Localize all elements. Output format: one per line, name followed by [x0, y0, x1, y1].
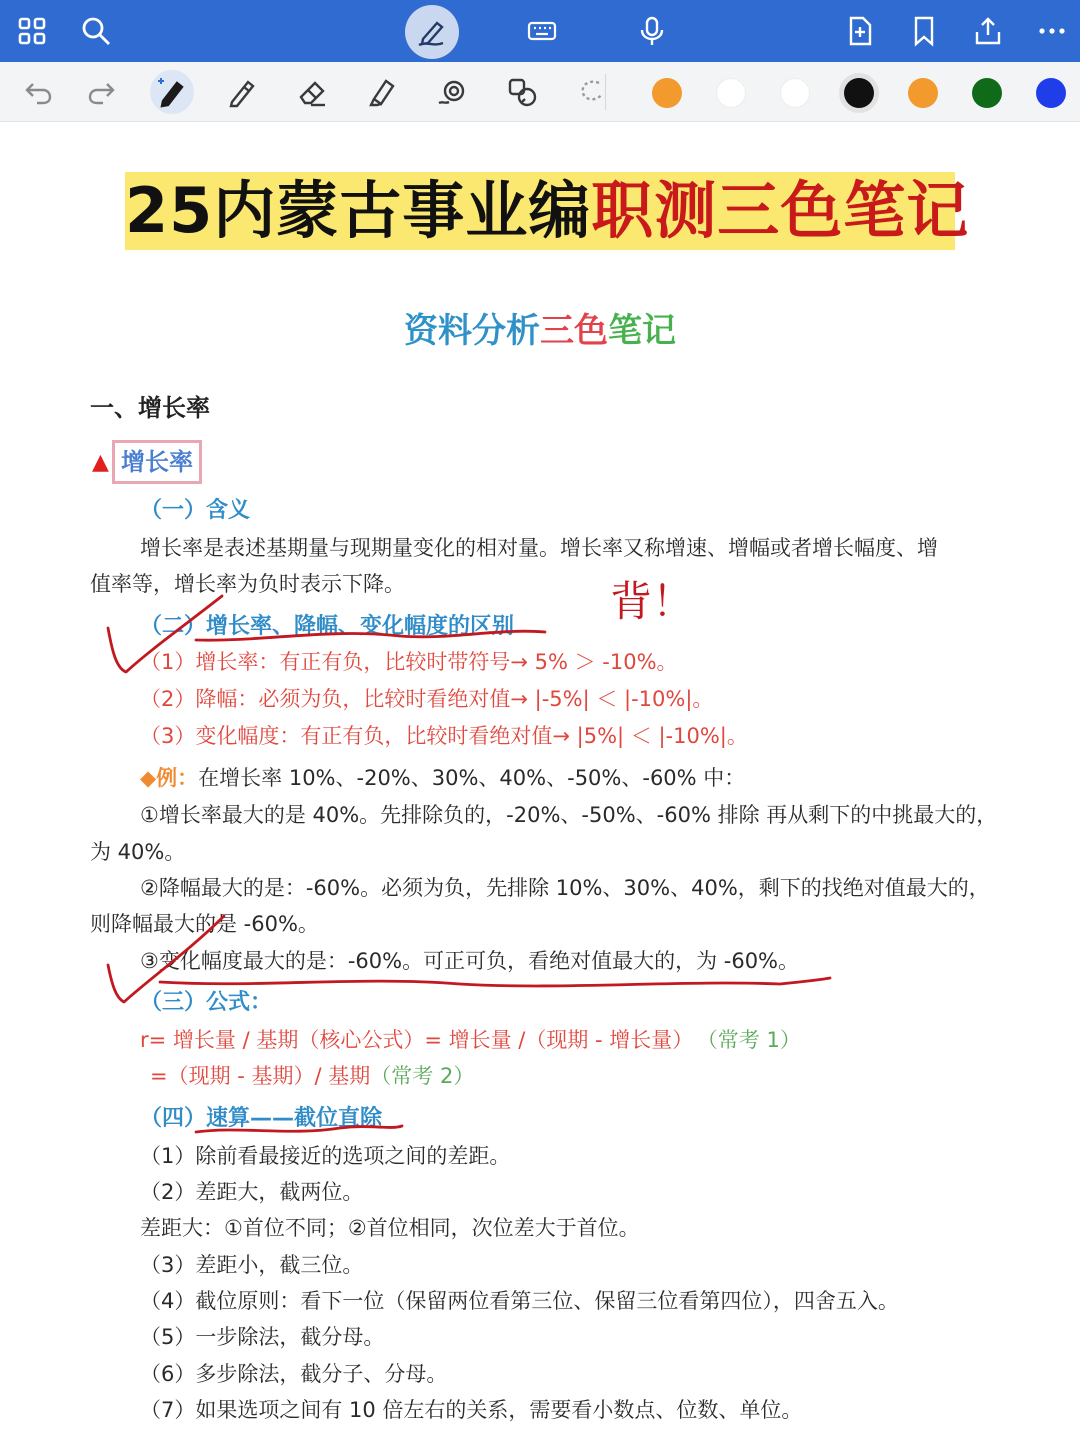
- subheading-meaning: （一）含义: [140, 498, 251, 523]
- color-swatch-black-selected[interactable]: [844, 78, 874, 108]
- share-icon[interactable]: [966, 9, 1010, 53]
- section-heading: 一、增长率: [90, 394, 210, 422]
- paragraph-line: ③变化幅度最大的是：-60%。可正可负，看绝对值最大的，为 -60%。: [140, 949, 800, 973]
- list-item: （3）差距小，截三位。: [140, 1253, 364, 1277]
- pen-mode-icon[interactable]: [405, 5, 459, 59]
- list-item: （2）降幅：必须为负，比较时看绝对值→ |-5%| ＜ |-10%|。: [140, 687, 714, 711]
- list-item: （4）截位原则：看下一位（保留两位看第三位、保留三位看第四位），四舍五入。: [140, 1289, 899, 1313]
- toolbar-divider: [605, 74, 606, 110]
- subtitle-blue-part: 资料分析: [404, 311, 540, 351]
- list-item: （3）变化幅度：有正有负，比较时看绝对值→ |5%| ＜ |-10%|。: [140, 724, 748, 748]
- add-page-icon[interactable]: [838, 9, 882, 53]
- paragraph-line: 增长率是表述基期量与现期量变化的相对量。增长率又称增速、增幅或者增长幅度、增: [140, 536, 938, 560]
- formula-text: r= 增长量 / 基期（核心公式）= 增长量 /（现期 - 增长量）: [140, 1028, 694, 1052]
- more-icon[interactable]: [1030, 9, 1074, 53]
- list-item: （2）差距大，截两位。: [140, 1180, 364, 1204]
- paragraph-line: 则降幅最大的是 -60%。: [90, 912, 319, 936]
- example-label: ◆例：: [140, 766, 199, 790]
- pencil-tool-icon[interactable]: [220, 70, 264, 114]
- title-red-part: 职测三色笔记: [591, 174, 970, 247]
- keyboard-icon[interactable]: [520, 9, 564, 53]
- underline-ink: [160, 978, 830, 986]
- search-icon[interactable]: [74, 9, 118, 53]
- example-text: 在增长率 10%、-20%、30%、40%、-50%、-60% 中：: [198, 766, 746, 790]
- grid-icon[interactable]: [10, 9, 54, 53]
- paragraph-line: ②降幅最大的是：-60%。必须为负，先排除 10%、30%、40%，剩下的找绝对值最大的，: [140, 876, 990, 900]
- subtitle-green-part: 笔记: [608, 311, 676, 351]
- triangle-marker-icon: ▲: [92, 450, 109, 475]
- subtitle-red-part: 三色: [540, 311, 608, 351]
- list-item: （5）一步除法，截分母。: [140, 1325, 385, 1349]
- list-item: （1）增长率：有正有负，比较时带符号→ 5% ＞ -10%。: [140, 650, 678, 674]
- subheading-formula: （三）公式：: [140, 990, 273, 1015]
- color-swatch-white-2[interactable]: [780, 78, 810, 108]
- formula-text: =（现期 - 基期）/ 基期: [150, 1064, 371, 1088]
- topic-tag: 增长率: [112, 440, 202, 484]
- list-item: 差距大：①首位不同；②首位相同，次位差大于首位。: [140, 1216, 640, 1240]
- subheading-difference: （二）增长率、降幅、变化幅度的区别: [140, 614, 515, 639]
- title-black-part: 25内蒙古事业编: [125, 174, 592, 247]
- color-swatch-orange-2[interactable]: [908, 78, 938, 108]
- page-title: [125, 172, 970, 250]
- list-item: （7）如果选项之间有 10 倍左右的关系，需要看小数点、位数、单位。: [140, 1398, 803, 1422]
- color-swatch-orange[interactable]: [652, 78, 682, 108]
- color-swatch-blue[interactable]: [1036, 78, 1066, 108]
- sticker-tool-icon[interactable]: [500, 70, 544, 114]
- subheading-quick-calc: （四）速算——截位直除: [140, 1106, 383, 1131]
- lasso-tool-icon[interactable]: [570, 70, 614, 114]
- bookmark-icon[interactable]: [902, 9, 946, 53]
- app-top-bar: [0, 0, 1080, 62]
- undo-icon[interactable]: [16, 70, 60, 114]
- formula-note: （常考 2）: [370, 1064, 475, 1088]
- list-item: （1）除前看最接近的选项之间的差距。: [140, 1144, 511, 1168]
- formula-line: [140, 1024, 801, 1056]
- pen-tool-icon[interactable]: [150, 70, 194, 114]
- eraser-tool-icon[interactable]: [290, 70, 334, 114]
- formula-line: [150, 1060, 474, 1092]
- formula-note: （常考 1）: [707, 1028, 801, 1052]
- shape-tool-icon[interactable]: [430, 70, 474, 114]
- page-subtitle: [0, 307, 1080, 355]
- paragraph-line: ①增长率最大的是 40%。先排除负的，-20%、-50%、-60% 排除 再从剩下的中挑最大的，: [140, 803, 998, 827]
- paragraph-line: 为 40%。: [90, 840, 186, 864]
- handwritten-note: 背！: [610, 577, 695, 626]
- redo-icon[interactable]: [80, 70, 124, 114]
- drawing-toolbar: [0, 62, 1080, 122]
- microphone-icon[interactable]: [630, 9, 674, 53]
- color-swatch-green[interactable]: [972, 78, 1002, 108]
- example-line: [140, 762, 745, 794]
- highlighter-tool-icon[interactable]: [360, 70, 404, 114]
- paragraph-line: 值率等，增长率为负时表示下降。: [90, 572, 405, 596]
- color-swatch-white[interactable]: [716, 78, 746, 108]
- list-item: （6）多步除法，截分子、分母。: [140, 1362, 448, 1386]
